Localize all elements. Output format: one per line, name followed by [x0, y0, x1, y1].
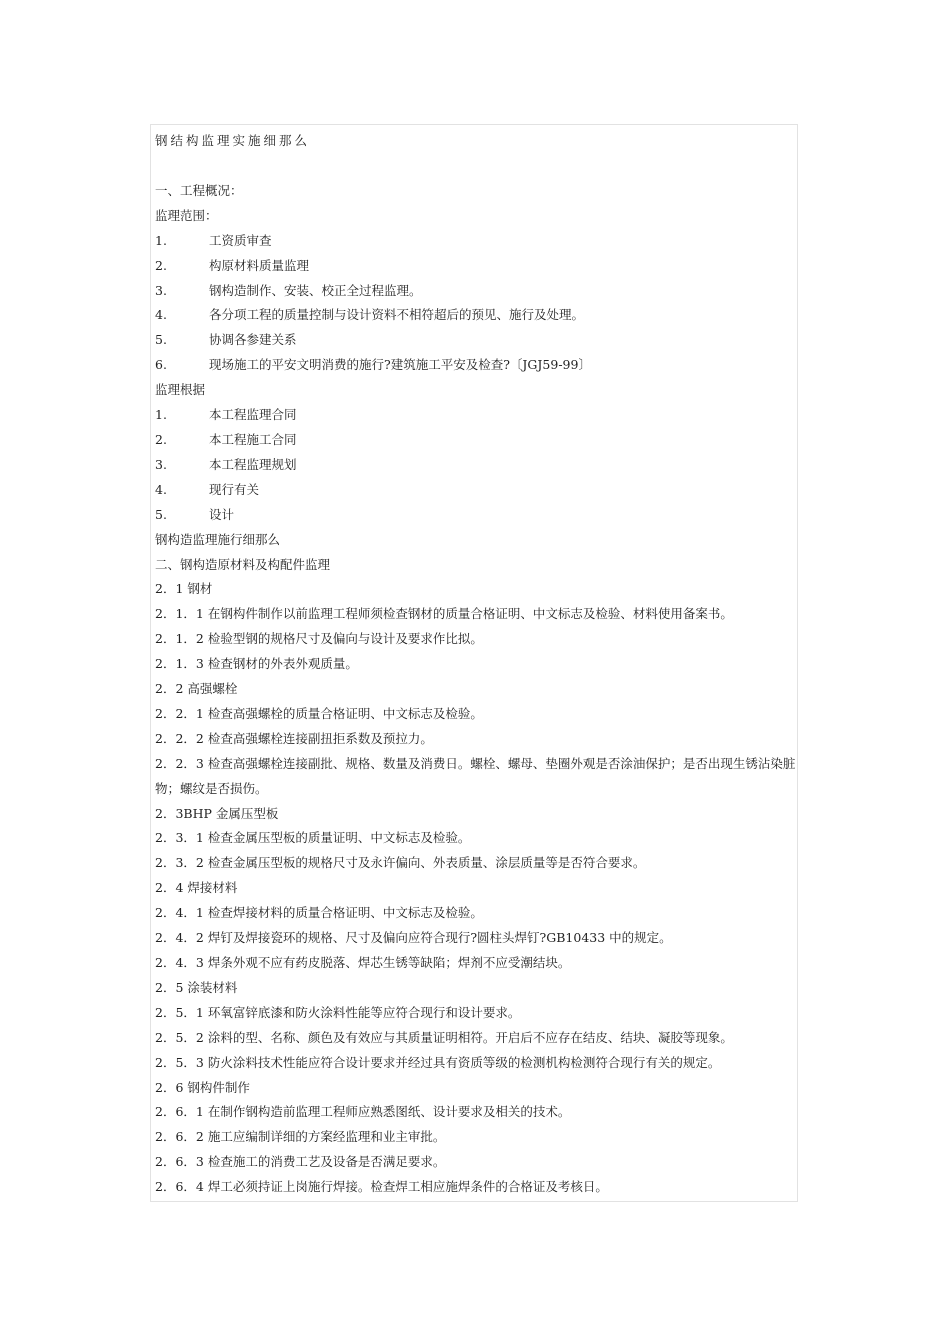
item-text: 构原材料质量监理	[209, 257, 310, 273]
paragraph-line: 监理范围：	[155, 207, 218, 223]
numbered-item	[155, 353, 797, 378]
item-number: 4.	[155, 481, 167, 497]
item-number: 5.	[155, 332, 167, 348]
numbered-item	[155, 303, 797, 328]
paragraph-line: 2．3．1 检查金属压型板的质量证明、中文标志及检验。	[155, 830, 471, 846]
paragraph-line: 2．4．1 检查焊接材料的质量合格证明、中文标志及检验。	[155, 905, 483, 921]
document-body	[155, 129, 797, 1200]
item-number: 6.	[155, 357, 167, 373]
paragraph-line: 2．5．3 防火涂料技术性能应符合设计要求并经过具有资质等级的检测机构检测符合现行有关的规定。	[155, 1054, 721, 1070]
paragraph-line: 2．3．2 检查金属压型板的规格尺寸及永许偏向、外表质量、涂层质量等是否符合要求。	[155, 855, 646, 871]
numbered-item	[155, 478, 797, 503]
document-title: 钢结构监理实施细那么	[155, 133, 311, 148]
paragraph-line: 监理根据	[155, 382, 206, 398]
item-text: 工资质审查	[209, 232, 272, 248]
paragraph-line: 2．4 焊接材料	[155, 880, 238, 896]
paragraph-line: 2．6．2 施工应编制详细的方案经监理和业主审批。	[155, 1129, 446, 1145]
paragraph-line: 2．6 钢构件制作	[155, 1079, 250, 1095]
item-number: 2.	[155, 257, 167, 273]
item-number: 1.	[155, 232, 167, 248]
paragraph-line: 2．2．2 检查高强螺栓连接副扭拒系数及预拉力。	[155, 730, 433, 746]
numbered-item	[155, 328, 797, 353]
paragraph-line: 2．3BHP 金属压型板	[155, 805, 279, 821]
paragraph-line: 2．6．3 检查施工的消费工艺及设备是否满足要求。	[155, 1154, 446, 1170]
paragraph-line: 2．5．2 涂料的型、名称、颜色及有效应与其质量证明相符。开启后不应存在结皮、结块、凝胶等现象。	[155, 1029, 733, 1045]
paragraph-line: 2．2 高强螺栓	[155, 681, 238, 697]
numbered-item	[155, 453, 797, 478]
paragraph-line: 2．6．4 焊工必须持证上岗施行焊接。检查焊工相应施焊条件的合格证及考核日。	[155, 1179, 608, 1195]
numbered-item	[155, 503, 797, 528]
paragraph-line: 2．1．1 在钢构件制作以前监理工程师须检查钢材的质量合格证明、中文标志及检验、材料使用备案书。	[155, 606, 733, 622]
item-number: 5.	[155, 506, 167, 522]
paragraph-line: 二、钢构造原材料及构配件监理	[155, 556, 331, 572]
item-number: 1.	[155, 407, 167, 423]
paragraph-line: 2．6．1 在制作钢构造前监理工程师应熟悉图纸、设计要求及相关的技术。	[155, 1104, 571, 1120]
item-text: 协调各参建关系	[209, 332, 297, 348]
paragraph-line: 2．2．1 检查高强螺栓的质量合格证明、中文标志及检验。	[155, 705, 483, 721]
item-number: 3.	[155, 282, 167, 298]
item-text: 现行有关	[209, 481, 260, 497]
item-text: 钢构造制作、安装、校正全过程监理。	[209, 282, 422, 298]
item-number: 4.	[155, 307, 167, 323]
paragraph-line: 2．4．3 焊条外观不应有药皮脱落、焊芯生锈等缺陷；焊剂不应受潮结块。	[155, 955, 571, 970]
item-text: 本工程监理合同	[209, 407, 297, 423]
paragraph-line: 一、工程概况：	[155, 182, 243, 198]
paragraph-line: 2．4．2 焊钉及焊接瓷环的规格、尺寸及偏向应符合现行?圆柱头焊钉?GB10433 中的规定。	[155, 930, 672, 946]
item-text: 各分项工程的质量控制与设计资料不相符超后的预见、施行及处理。	[209, 307, 585, 323]
paragraph-line: 2．5．1 环氧富锌底漆和防火涂料性能等应符合现行和设计要求。	[155, 1004, 521, 1020]
paragraph-line: 2．5 涂装材料	[155, 979, 238, 995]
numbered-item	[155, 403, 797, 428]
paragraph-line: 2．1．2 检验型钢的规格尺寸及偏向与设计及要求作比拟。	[155, 631, 483, 647]
paragraph-line: 2．1 钢材	[155, 581, 213, 597]
item-text: 本工程监理规划	[209, 456, 297, 472]
item-text: 本工程施工合同	[209, 431, 297, 447]
numbered-item	[155, 279, 797, 304]
document-lines	[155, 179, 797, 1200]
paragraph-line: 2．1．3 检查钢材的外表外观质量。	[155, 656, 358, 672]
item-text: 现场施工的平安文明消费的施行?建筑施工平安及检查?〔JGJ59-99〕	[209, 357, 591, 373]
item-number: 3.	[155, 456, 167, 472]
item-number: 2.	[155, 431, 167, 447]
numbered-item	[155, 254, 797, 279]
paragraph-line: 钢构造监理施行细那么	[155, 531, 281, 547]
numbered-item	[155, 428, 797, 453]
item-text: 设计	[209, 506, 235, 522]
paragraph-line: 2．2．3 检查高强螺栓连接副批、规格、数量及消费日。螺栓、螺母、垫圈外观是否涂油保护；是否出现生锈沾染脏物；螺纹是否损伤。	[155, 755, 796, 796]
numbered-item	[155, 229, 797, 254]
